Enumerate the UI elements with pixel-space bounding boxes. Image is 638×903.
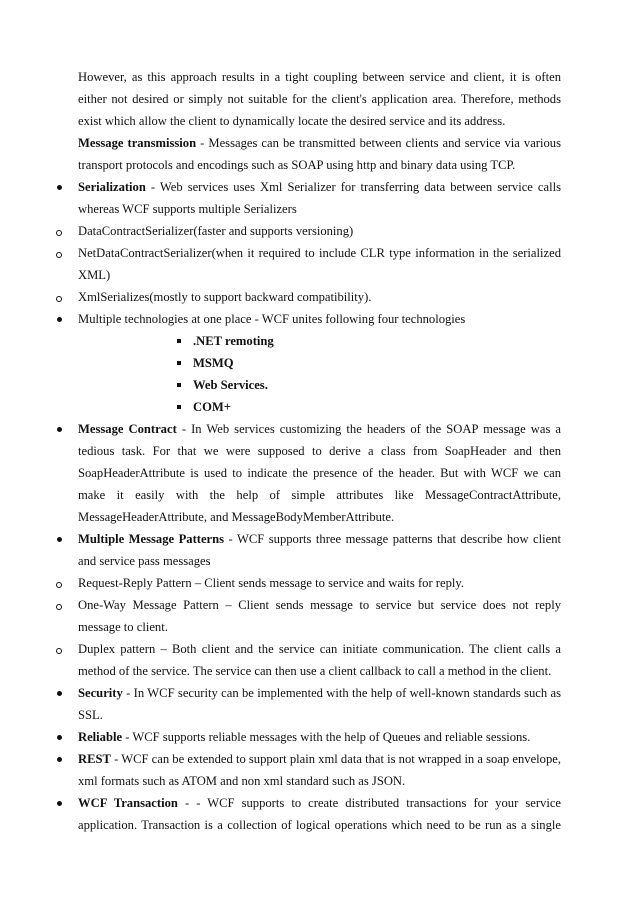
rest-text: - WCF can be extended to support plain xml data that is not wrapped in a soap envelope, xml formats such as ATOM and non xml standard such as JSON. (78, 752, 561, 788)
message-contract-label: Message Contract (78, 422, 177, 436)
wcf-transaction-label: WCF Transaction (78, 796, 178, 810)
technology-item-text: .NET remoting (193, 334, 274, 348)
security-text: - In WCF security can be implemented with the help of well-known standards such as SSL. (78, 686, 561, 722)
message-pattern-item (0, 638, 561, 682)
reliable-label: Reliable (78, 730, 123, 744)
technology-item-text: Web Services. (193, 378, 268, 392)
serialization-text: - Web services uses Xml Serializer for transferring data between service calls whereas WCF supports multiple Serializers (78, 180, 561, 216)
reliable-text: - WCF supports reliable messages with the help of Queues and reliable sessions. (122, 730, 531, 744)
multiple-message-patterns-label: Multiple Message Patterns (78, 532, 225, 546)
multiple-technologies-bullet (0, 308, 561, 330)
message-contract-bullet (0, 418, 561, 528)
serializer-item-text: XmlSerializes(mostly to support backward compatibility). (78, 290, 372, 304)
serializer-item (0, 242, 561, 286)
security-bullet (0, 682, 561, 726)
wcf-transaction-text: - - WCF supports to create distributed transactions for your service application. Transaction is a collection of logical operations which need to be run as a single (78, 796, 561, 832)
message-contract-text: - In Web services customizing the headers of the SOAP message was a tedious task. For that we were supposed to derive a class from SoapHeader and then SoapHeaderAttribute is used to indicate the presence of the header. But with WCF we can make it easily with the help of simple attributes like MessageContractAttribute, MessageHeaderAttribute, and MessageBodyMemberAttribute. (78, 422, 562, 524)
multiple-message-patterns-text: - WCF supports three message patterns that describe how client and service pass messages (78, 532, 561, 568)
serialization-label: Serialization (78, 180, 146, 194)
intro-paragraph (0, 66, 561, 132)
multiple-message-patterns-bullet (0, 528, 561, 572)
serialization-bullet (0, 176, 561, 220)
technology-item (0, 374, 638, 396)
technology-item (0, 352, 638, 374)
technology-item (0, 330, 638, 352)
serializer-item (0, 220, 561, 242)
serializer-item (0, 286, 561, 308)
message-transmission-label: Message transmission (78, 136, 197, 150)
message-pattern-item-text: One-Way Message Pattern – Client sends message to service but service does not reply message to client. (78, 598, 561, 634)
security-label: Security (78, 686, 123, 700)
message-pattern-item (0, 572, 561, 594)
technology-item-text: MSMQ (193, 356, 234, 370)
message-transmission-text: - Messages can be transmitted between clients and service via various transport protocols and encodings such as SOAP using http and binary data using TCP. (78, 136, 561, 172)
rest-label: REST (78, 752, 111, 766)
document-page (0, 66, 638, 836)
wcf-transaction-bullet (0, 792, 561, 836)
intro-text: However, as this approach results in a tight coupling between service and client, it is often either not desired or simply not suitable for the client's application area. Therefore, methods exist which allow the client to dynamically locate the desired service and its address. (78, 70, 561, 128)
message-transmission-paragraph (0, 132, 561, 176)
message-pattern-item (0, 594, 561, 638)
serializer-item-text: NetDataContractSerializer(when it required to include CLR type information in the serialized XML) (78, 246, 561, 282)
message-pattern-item-text: Request-Reply Pattern – Client sends message to service and waits for reply. (78, 576, 464, 590)
serializer-item-text: DataContractSerializer(faster and supports versioning) (78, 224, 354, 238)
message-pattern-item-text: Duplex pattern – Both client and the service can initiate communication. The client calls a method of the service. The service can then use a client callback to call a method in the client. (78, 642, 561, 678)
reliable-bullet (0, 726, 561, 748)
technology-item-text: COM+ (193, 400, 231, 414)
rest-bullet (0, 748, 561, 792)
technology-item (0, 396, 638, 418)
multiple-technologies-text: Multiple technologies at one place - WCF unites following four technologies (78, 312, 466, 326)
